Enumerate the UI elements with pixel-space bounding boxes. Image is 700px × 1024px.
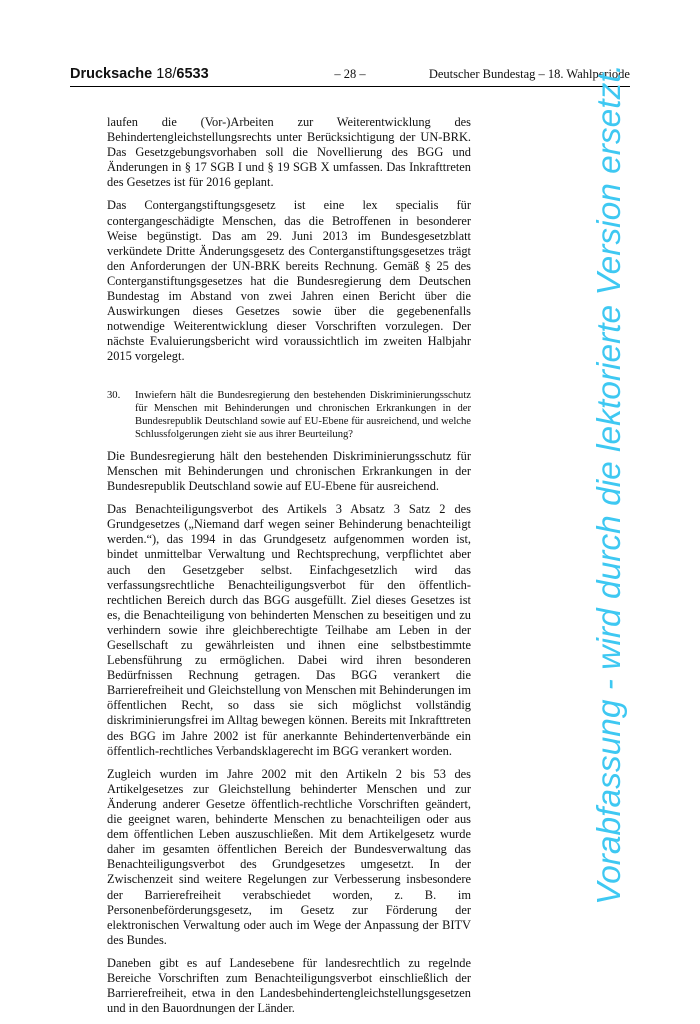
- doc-label: Drucksache: [70, 66, 153, 82]
- paragraph: Zugleich wurden im Jahre 2002 mit den Artikeln 2 bis 53 des Artikelgesetzes zur Gleichstellung behinderter Menschen und zur Änderung anderer Gesetze öffentlich-rechtliche Vorschriften geändert, die geeignet waren, behinderte Menschen zu benachteiligen oder aus dem öffentlichen Leben auszuschließen. Mit dem Artikelgesetz wurde daher im gesamten öffentlichen Bereich der Bundesverwaltung das Benachteiligungsverbot des Grundgesetzes umgesetzt. In der Zwischenzeit sind weitere Regelungen zur Verbesserung insbesondere der Barrierefreiheit verabschiedet worden, z. B. im Personenbeförderungsgesetz, im Gesetz zur Förderung der elektronischen Verwaltung oder auch im Wege der Anpassung der BITV des Bundes.: [107, 766, 471, 947]
- question-text: Inwiefern hält die Bundesregierung den bestehenden Diskriminierungsschutz für Menschen mit Behinderungen und chronischen Erkrankungen in der Bundesrepublik Deutschland sowie auf EU-Ebene für ausreichend, und welche Schlussfolgerungen zieht sie aus ihrer Beurteilung?: [135, 389, 471, 440]
- paragraph: Daneben gibt es auf Landesebene für landesrechtlich zu regelnde Bereiche Vorschriften zum Benachteiligungsverbot einschließlich der Barrierefreiheit, etwa in den Landesbehindertengleichstellungsgesetzen und in den Bauordnungen der Länder.: [107, 955, 471, 1016]
- question-number: 30.: [107, 389, 121, 401]
- question-block: [107, 389, 471, 441]
- page-header: [70, 64, 630, 87]
- doc-number-prefix: 18/: [156, 66, 177, 82]
- paragraph: laufen die (Vor-)Arbeiten zur Weiterentwicklung des Behindertengleichstellungsrechts unter Berücksichtigung der UN-BRK. Das Gesetzgebungsvorhaben soll die Novellierung des BGG und Änderungen in § 17 SGB I und § 19 SGB X umfassen. Das Inkrafttreten des Gesetzes ist für 2016 geplant.: [107, 115, 471, 190]
- paragraph: Die Bundesregierung hält den bestehenden Diskriminierungsschutz für Menschen mit Behinderungen und chronischen Erkrankungen in der Bundesrepublik Deutschland sowie auf EU-Ebene für ausreichend.: [107, 448, 471, 494]
- doc-number: 6533: [176, 66, 209, 82]
- document-body: [107, 115, 471, 1024]
- publisher: Deutscher Bundestag – 18. Wahlperiode: [428, 67, 630, 81]
- page-number: – 28 –: [334, 67, 366, 81]
- paragraph: Das Contergangstiftungsgesetz ist eine lex specialis für contergangeschädigte Menschen, das die Betroffenen in besonderer Weise begünstigt. Das am 29. Juni 2013 im Bundesgesetzblatt verkündete Dritte Änderungsgesetz des Conterganstiftungsgesetzes trägt den Anforderungen der UN-BRK bereits Rechnung. Gemäß § 25 des Conterganstiftungsgesetzes hat die Bundesregierung dem Deutschen Bundestag im Abstand von zwei Jahren einen Bericht über die Auswirkungen dieses Gesetzes sowie über die gegebenenfalls notwendige Weiterentwicklung dieser Vorschriften vorzulegen. Der nächste Evaluierungsbericht wird voraussichtlich im zweiten Halbjahr 2015 vorgelegt.: [107, 198, 471, 364]
- draft-watermark: Vorabfassung - wird durch die lektorierte Version ersetzt.: [591, 64, 628, 905]
- paragraph: Das Benachteiligungsverbot des Artikels 3 Absatz 3 Satz 2 des Grundgesetzes („Niemand darf wegen seiner Behinderung benachteiligt werden.“), das 1994 in das Grundgesetz aufgenommen worden ist, bindet unmittelbar Verwaltung und Rechtsprechung, verpflichtet aber auch den Gesetzgeber selbst. Einfachgesetzlich wird das verfassungsrechtliche Benachteiligungsverbot für den öffentlich-rechtlichen Bereich durch das BGG ausgefüllt. Ziel dieses Gesetzes ist es, die Benachteiligung von behinderten Menschen zu beseitigen und zu verhindern sowie ihre gleichberechtigte Teilhabe am Leben in der Gesellschaft zu gewährleisten und ihnen eine selbstbestimmte Lebensführung zu ermöglichen. Dabei wird ihren besonderen Bedürfnissen Rechnung getragen. Das BGG verankert die Barrierefreiheit und Gleichstellung von Menschen mit Behinderungen im öffentlichen Recht, so dass sie sich möglichst vollständig diskriminierungsfrei im Alltag bewegen können. Bereits mit Inkrafttreten des BGG im Jahre 2002 ist für anerkannte Behindertenverbände ein öffentlich-rechtliches Verbandsklagerecht im BGG verankert worden.: [107, 502, 471, 758]
